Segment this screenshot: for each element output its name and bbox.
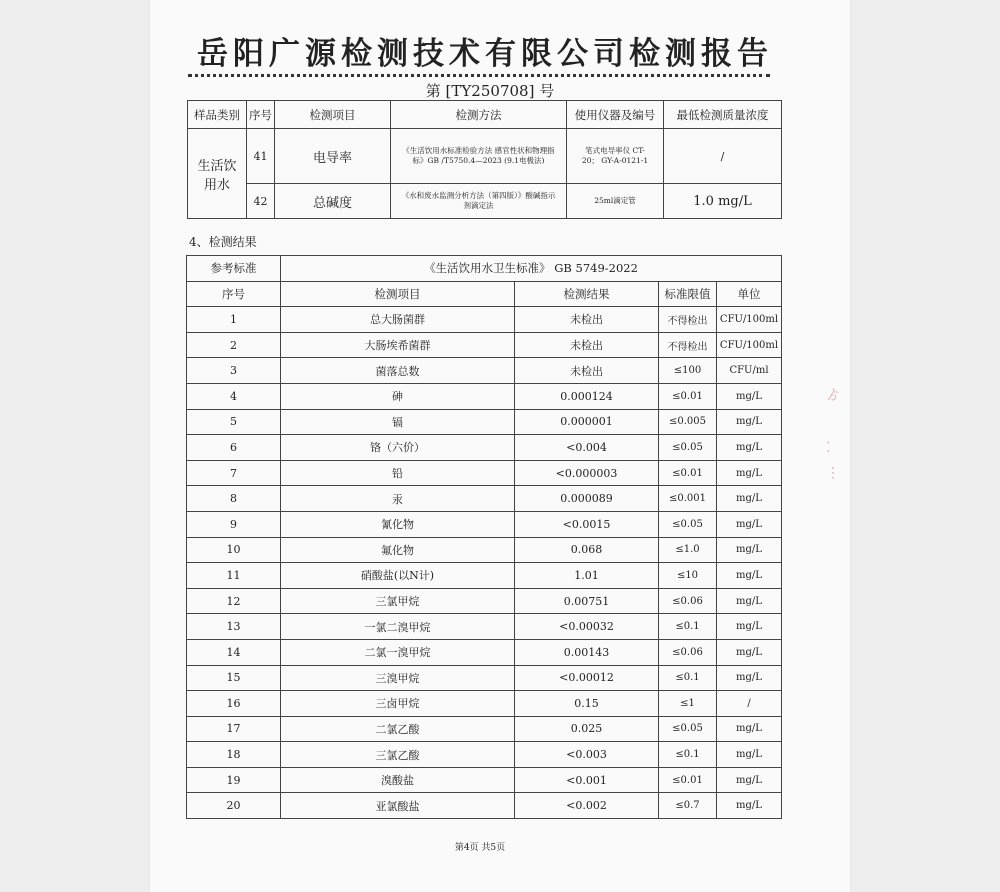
result-unit: mg/L: [717, 665, 782, 691]
method-min-conc: 1.0 mg/L: [664, 184, 782, 219]
result-item: 总大肠菌群: [281, 307, 515, 333]
result-value: <0.004: [515, 435, 659, 461]
table-row: [187, 486, 782, 512]
result-value: 0.000124: [515, 383, 659, 409]
result-no: 13: [187, 614, 281, 640]
table-row: [187, 537, 782, 563]
header-item: 检测项目: [281, 281, 515, 307]
results-body: [187, 307, 782, 819]
result-unit: mg/L: [717, 486, 782, 512]
result-unit: mg/L: [717, 435, 782, 461]
result-value: 0.068: [515, 537, 659, 563]
result-unit: mg/L: [717, 614, 782, 640]
result-limit: ≤0.01: [659, 460, 717, 486]
result-item: 硝酸盐(以N计): [281, 563, 515, 589]
result-item: 砷: [281, 383, 515, 409]
standard-value: 《生活饮用水卫生标准》 GB 5749-2022: [281, 256, 782, 282]
result-item: 二氯乙酸: [281, 716, 515, 742]
stamp-mark: ⋮: [826, 465, 840, 481]
method-text: 《生活饮用水标准检验方法 感官性状和物理指标》GB /T5750.4—2023 (9.1电极法): [391, 129, 567, 184]
table-row: [187, 332, 782, 358]
table-row: [187, 460, 782, 486]
table-row: [187, 588, 782, 614]
result-unit: mg/L: [717, 409, 782, 435]
result-unit: mg/L: [717, 639, 782, 665]
result-no: 10: [187, 537, 281, 563]
result-unit: mg/L: [717, 563, 782, 589]
stamp-mark: ゟ: [826, 388, 840, 404]
result-value: 0.00143: [515, 639, 659, 665]
result-value: <0.003: [515, 742, 659, 768]
result-unit: mg/L: [717, 767, 782, 793]
method-no: 42: [247, 184, 275, 219]
result-value: 0.15: [515, 691, 659, 717]
result-item: 镉: [281, 409, 515, 435]
result-item: 三氯甲烷: [281, 588, 515, 614]
result-no: 3: [187, 358, 281, 384]
header-method: 检测方法: [391, 101, 567, 129]
result-no: 14: [187, 639, 281, 665]
result-unit: mg/L: [717, 742, 782, 768]
result-unit: CFU/100ml: [717, 307, 782, 333]
header-item: 检测项目: [275, 101, 391, 129]
table-row: [187, 793, 782, 819]
header-no: 序号: [247, 101, 275, 129]
result-limit: ≤100: [659, 358, 717, 384]
header-limit: 标准限值: [659, 281, 717, 307]
result-limit: ≤0.06: [659, 588, 717, 614]
result-no: 18: [187, 742, 281, 768]
page-number: 第4页 共5页: [454, 843, 506, 853]
result-item: 铬（六价）: [281, 435, 515, 461]
result-no: 8: [187, 486, 281, 512]
result-no: 12: [187, 588, 281, 614]
result-unit: CFU/ml: [717, 358, 782, 384]
table-row: [187, 665, 782, 691]
result-item: 汞: [281, 486, 515, 512]
result-limit: ≤0.05: [659, 435, 717, 461]
table-row: [187, 563, 782, 589]
result-value: <0.001: [515, 767, 659, 793]
result-limit: ≤0.1: [659, 742, 717, 768]
result-item: 溴酸盐: [281, 767, 515, 793]
result-limit: ≤1: [659, 691, 717, 717]
results-section-title: 4、检测结果: [189, 235, 257, 249]
result-no: 1: [187, 307, 281, 333]
result-no: 4: [187, 383, 281, 409]
result-item: 三卤甲烷: [281, 691, 515, 717]
result-limit: ≤0.005: [659, 409, 717, 435]
result-limit: ≤0.05: [659, 716, 717, 742]
table-row: [187, 767, 782, 793]
title-divider: [188, 74, 770, 77]
result-limit: 不得检出: [659, 307, 717, 333]
result-value: 0.000001: [515, 409, 659, 435]
result-limit: ≤0.06: [659, 639, 717, 665]
table-row: [187, 691, 782, 717]
table-row: [187, 639, 782, 665]
result-no: 19: [187, 767, 281, 793]
methods-table: [187, 100, 782, 219]
result-value: 1.01: [515, 563, 659, 589]
table-row: [187, 716, 782, 742]
standard-label: 参考标准: [187, 256, 281, 282]
result-no: 20: [187, 793, 281, 819]
method-item: 电导率: [275, 129, 391, 184]
result-no: 16: [187, 691, 281, 717]
table-row: [187, 614, 782, 640]
result-limit: ≤10: [659, 563, 717, 589]
result-value: 未检出: [515, 332, 659, 358]
result-item: 三溴甲烷: [281, 665, 515, 691]
header-result: 检测结果: [515, 281, 659, 307]
result-no: 15: [187, 665, 281, 691]
method-no: 41: [247, 129, 275, 184]
results-header-row: [187, 281, 782, 307]
table-row: [187, 383, 782, 409]
result-item: 三氯乙酸: [281, 742, 515, 768]
result-value: 未检出: [515, 307, 659, 333]
header-unit: 单位: [717, 281, 782, 307]
method-instrument: 笔式电导率仪 CT-20； GY-A-0121-1: [567, 129, 664, 184]
result-item: 一氯二溴甲烷: [281, 614, 515, 640]
result-item: 铅: [281, 460, 515, 486]
result-unit: mg/L: [717, 716, 782, 742]
result-value: <0.000003: [515, 460, 659, 486]
header-min-conc: 最低检测质量浓度: [664, 101, 782, 129]
result-value: 0.000089: [515, 486, 659, 512]
methods-row: [188, 129, 782, 184]
result-value: <0.0015: [515, 511, 659, 537]
result-unit: mg/L: [717, 793, 782, 819]
result-value: <0.002: [515, 793, 659, 819]
result-no: 7: [187, 460, 281, 486]
method-instrument: 25ml滴定管: [567, 184, 664, 219]
result-no: 11: [187, 563, 281, 589]
table-row: [187, 307, 782, 333]
result-limit: ≤0.01: [659, 383, 717, 409]
sample-category: 生活饮用水: [188, 129, 247, 219]
result-unit: mg/L: [717, 383, 782, 409]
result-limit: 不得检出: [659, 332, 717, 358]
result-limit: ≤0.7: [659, 793, 717, 819]
result-unit: mg/L: [717, 460, 782, 486]
result-item: 二氯一溴甲烷: [281, 639, 515, 665]
methods-row: [188, 184, 782, 219]
table-row: [187, 358, 782, 384]
standard-row: [187, 256, 782, 282]
result-value: 0.00751: [515, 588, 659, 614]
result-item: 亚氯酸盐: [281, 793, 515, 819]
result-no: 6: [187, 435, 281, 461]
result-limit: ≤0.1: [659, 614, 717, 640]
table-row: [187, 742, 782, 768]
result-unit: CFU/100ml: [717, 332, 782, 358]
result-limit: ≤0.1: [659, 665, 717, 691]
header-no: 序号: [187, 281, 281, 307]
table-row: [187, 409, 782, 435]
result-unit: mg/L: [717, 537, 782, 563]
result-unit: mg/L: [717, 588, 782, 614]
method-min-conc: /: [664, 129, 782, 184]
result-value: <0.00032: [515, 614, 659, 640]
result-no: 5: [187, 409, 281, 435]
result-limit: ≤0.01: [659, 767, 717, 793]
result-limit: ≤1.0: [659, 537, 717, 563]
header-sample-category: 样品类别: [188, 101, 247, 129]
result-item: 氟化物: [281, 537, 515, 563]
result-unit: mg/L: [717, 511, 782, 537]
results-table: [186, 255, 782, 819]
result-no: 17: [187, 716, 281, 742]
result-value: <0.00012: [515, 665, 659, 691]
table-row: [187, 511, 782, 537]
table-row: [187, 435, 782, 461]
result-no: 2: [187, 332, 281, 358]
method-text: 《水和废水监测分析方法（第四版）》酸碱指示剂滴定法: [391, 184, 567, 219]
result-unit: /: [717, 691, 782, 717]
result-no: 9: [187, 511, 281, 537]
result-value: 0.025: [515, 716, 659, 742]
methods-header-row: [188, 101, 782, 129]
result-item: 大肠埃希菌群: [281, 332, 515, 358]
report-title: 岳阳广源检测技术有限公司检测报告: [197, 36, 773, 72]
stamp-mark: ⁚: [826, 440, 831, 456]
method-item: 总碱度: [275, 184, 391, 219]
header-instrument: 使用仪器及编号: [567, 101, 664, 129]
result-item: 氰化物: [281, 511, 515, 537]
result-limit: ≤0.001: [659, 486, 717, 512]
report-number: 第 [TY250708] 号: [425, 82, 555, 100]
result-value: 未检出: [515, 358, 659, 384]
result-limit: ≤0.05: [659, 511, 717, 537]
result-item: 菌落总数: [281, 358, 515, 384]
